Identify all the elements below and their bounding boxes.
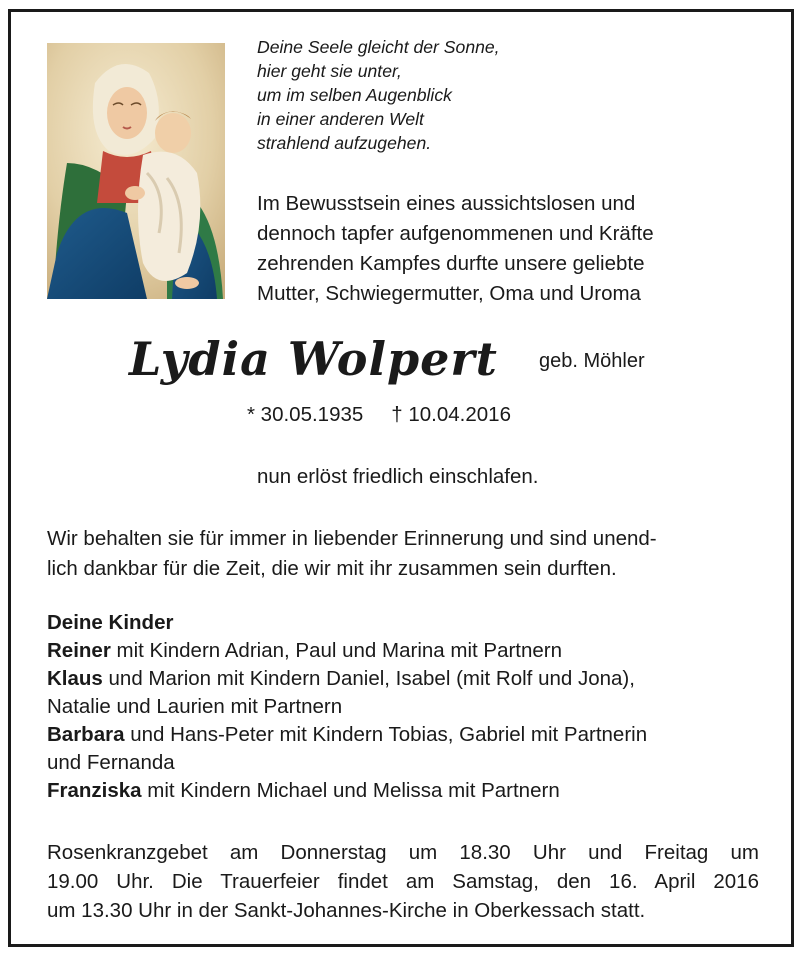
- poem-line: Deine Seele gleicht der Sonne,: [257, 37, 500, 57]
- family-entry: Barbara und Hans-Peter mit Kindern Tobias, Gabriel mit Partnerin: [47, 723, 648, 746]
- intro-line: dennoch tapfer aufgenommenen und Kräfte: [257, 222, 654, 245]
- family-entry: Reiner mit Kindern Adrian, Paul und Marina mit Partnern: [47, 639, 563, 662]
- memory-line: Wir behalten sie für immer in liebender Erinnerung und sind unend-: [47, 527, 657, 550]
- family-entry: und Fernanda: [47, 751, 175, 774]
- family-heading: Deine Kinder: [47, 611, 174, 634]
- announcement-line: um 13.30 Uhr in der Sankt-Johannes-Kirche in Oberkessach statt.: [47, 899, 646, 922]
- poem-line: hier geht sie unter,: [257, 61, 402, 81]
- obituary-notice: [8, 9, 794, 947]
- passed-text: nun erlöst friedlich einschlafen.: [257, 465, 539, 488]
- death-date: † 10.04.2016: [391, 403, 511, 426]
- family-list: [47, 609, 767, 805]
- announcement-line: 19.00 Uhr. Die Trauerfeier findet am Samstag, den 16. April 2016: [47, 870, 759, 893]
- family-entry: Natalie und Laurien mit Partnern: [47, 695, 343, 718]
- intro-line: Im Bewusstsein eines aussichtslosen und: [257, 192, 636, 215]
- family-entry: Klaus und Marion mit Kindern Daniel, Isabel (mit Rolf und Jona),: [47, 667, 635, 690]
- deceased-name-row: [129, 332, 729, 392]
- family-member-name: Reiner: [47, 639, 111, 662]
- intro-line: Mutter, Schwiegermutter, Oma und Uroma: [257, 282, 641, 305]
- birth-date: * 30.05.1935: [247, 403, 364, 426]
- deceased-name: Lydia Wolpert: [129, 332, 498, 386]
- memory-line: lich dankbar für die Zeit, die wir mit ihr zusammen sein durften.: [47, 557, 617, 580]
- poem-line: strahlend aufzugehen.: [257, 133, 432, 153]
- life-dates: [247, 403, 511, 427]
- intro-paragraph: [257, 189, 654, 309]
- family-member-name: Franziska: [47, 779, 142, 802]
- announcement-line: Rosenkranzgebet am Donnerstag um 18.30 Uhr und Freitag um: [47, 841, 759, 864]
- madonna-and-child-picture: [47, 43, 225, 299]
- memory-paragraph: [47, 524, 759, 584]
- family-entry: Franziska mit Kindern Michael und Melissa mit Partnern: [47, 779, 560, 802]
- poem-line: um im selben Augenblick: [257, 85, 452, 105]
- family-member-name: Klaus: [47, 667, 103, 690]
- intro-line: zehrenden Kampfes durfte unsere geliebte: [257, 252, 645, 275]
- maiden-name: geb. Möhler: [539, 350, 645, 372]
- memorial-poem: [257, 35, 500, 155]
- service-announcement: [47, 838, 759, 925]
- family-member-name: Barbara: [47, 723, 125, 746]
- poem-line: in einer anderen Welt: [257, 109, 424, 129]
